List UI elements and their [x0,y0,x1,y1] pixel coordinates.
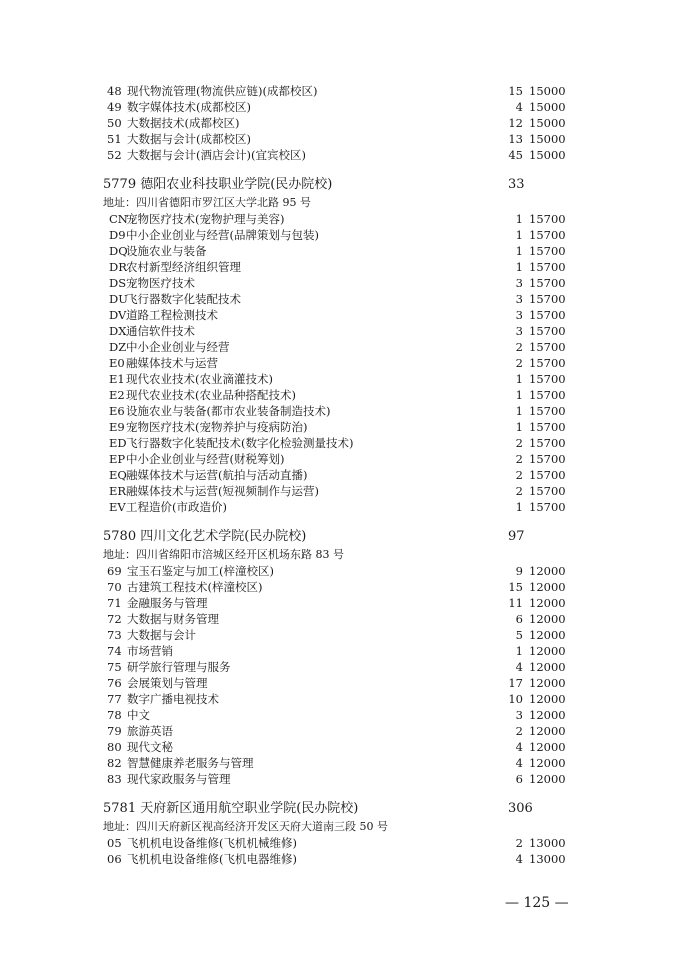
major-code: 49 [107,100,122,114]
school-heading [103,175,623,195]
tuition-fee: 15000 [529,116,566,130]
major-row [0,307,680,323]
plan-quantity: 3 [515,708,523,722]
tuition-fee: 12000 [529,628,566,642]
major-row [0,691,680,707]
major-name: 古建筑工程技术(梓潼校区) [127,580,263,594]
tuition-fee: 15700 [529,500,566,514]
major-name: 宠物医疗技术(宠物养护与疫病防治) [126,420,308,434]
major-row [0,355,680,371]
major-code: E0 [109,356,125,370]
major-name: 市场营销 [127,644,173,658]
tuition-fee: 12000 [529,612,566,626]
major-name: 大数据与财务管理 [127,612,219,626]
tuition-fee: 15700 [529,292,566,306]
major-row [0,707,680,723]
plan-quantity: 13 [508,132,523,146]
major-code: 78 [107,708,122,722]
major-code: 70 [107,580,122,594]
tuition-fee: 15700 [529,244,566,258]
major-row [0,147,680,163]
major-code: 82 [107,756,122,770]
tuition-fee: 15700 [529,468,566,482]
major-code: 75 [107,660,122,674]
major-code: 83 [107,772,122,786]
major-row [0,851,680,867]
major-name: 现代物流管理(物流供应链)(成都校区) [127,84,318,98]
major-code: DS [109,276,127,290]
major-name: 融媒体技术与运营(航拍与活动直播) [126,468,308,482]
major-row [0,403,680,419]
major-name: 大数据与会计(成都校区) [127,132,251,146]
major-code: 05 [107,836,122,850]
plan-quantity: 1 [515,244,523,258]
major-name: 宝玉石鉴定与加工(梓潼校区) [127,564,274,578]
major-name: 大数据技术(成都校区) [127,116,240,130]
major-name: 道路工程检测技术 [126,308,218,322]
major-name: 现代家政服务与管理 [127,772,231,786]
plan-quantity: 6 [515,772,523,786]
major-code: D9 [109,228,126,242]
major-row [0,99,680,115]
major-name: 宠物医疗技术 [126,276,195,290]
major-row [0,483,680,499]
tuition-fee: 12000 [529,740,566,754]
plan-quantity: 2 [515,468,523,482]
major-code: 71 [107,596,122,610]
major-row [0,131,680,147]
major-code: 52 [107,148,122,162]
plan-quantity: 15 [508,580,523,594]
major-name: 会展策划与管理 [127,676,208,690]
major-row [0,643,680,659]
major-row [0,371,680,387]
major-row [0,739,680,755]
tuition-fee: 15700 [529,340,566,354]
major-name: 中小企业创业与经营(品牌策划与包装) [126,228,319,242]
major-name: 宠物医疗技术(宠物护理与美容) [126,212,285,226]
tuition-fee: 12000 [529,772,566,786]
major-code: 79 [107,724,122,738]
major-name: 农村新型经济组织管理 [126,260,241,274]
major-name: 金融服务与管理 [127,596,208,610]
major-row [0,323,680,339]
plan-quantity: 1 [515,420,523,434]
major-row [0,259,680,275]
tuition-fee: 12000 [529,596,566,610]
major-row [0,611,680,627]
tuition-fee: 13000 [529,836,566,850]
page-number: — 125 — [505,895,569,911]
plan-quantity: 1 [515,644,523,658]
plan-quantity: 1 [515,228,523,242]
major-code: DR [109,260,127,274]
plan-quantity: 11 [508,596,523,610]
plan-quantity: 1 [515,500,523,514]
tuition-fee: 15700 [529,452,566,466]
plan-quantity: 2 [515,484,523,498]
plan-quantity: 1 [515,260,523,274]
school-heading [103,799,623,819]
plan-quantity: 2 [515,836,523,850]
plan-quantity: 6 [515,612,523,626]
major-row [0,115,680,131]
major-name: 融媒体技术与运营 [126,356,218,370]
major-code: ER [109,484,127,498]
plan-quantity: 3 [515,292,523,306]
tuition-fee: 15700 [529,356,566,370]
school-total: 306 [508,801,533,816]
school-address: 地址：四川天府新区视高经济开发区天府大道南三段 50 号 [103,820,388,833]
major-row [0,835,680,851]
plan-quantity: 4 [515,756,523,770]
tuition-fee: 15700 [529,404,566,418]
major-name: 中文 [127,708,150,722]
tuition-fee: 15700 [529,276,566,290]
tuition-fee: 15000 [529,84,566,98]
major-name: 飞行器数字化装配技术 [126,292,241,306]
plan-quantity: 2 [515,356,523,370]
school-total: 97 [508,529,525,544]
tuition-fee: 15700 [529,260,566,274]
major-name: 现代农业技术(农业滴灌技术) [126,372,273,386]
major-code: E1 [109,372,125,386]
tuition-fee: 15700 [529,212,566,226]
major-code: EV [109,500,126,514]
plan-quantity: 3 [515,276,523,290]
plan-quantity: 2 [515,340,523,354]
major-code: DU [109,292,128,306]
major-name: 飞行器数字化装配技术(数字化检验测量技术) [126,436,354,450]
tuition-fee: 12000 [529,644,566,658]
major-row [0,243,680,259]
major-row [0,451,680,467]
major-row [0,467,680,483]
tuition-fee: 15000 [529,132,566,146]
tuition-fee: 12000 [529,724,566,738]
major-row [0,339,680,355]
major-code: DV [109,308,127,322]
school-total: 33 [508,177,525,192]
major-name: 现代文秘 [127,740,173,754]
major-row [0,275,680,291]
major-code: E2 [109,388,125,402]
major-row [0,579,680,595]
plan-quantity: 1 [515,404,523,418]
tuition-fee: 13000 [529,852,566,866]
school-address: 地址：四川省德阳市罗江区大学北路 95 号 [103,196,311,209]
tuition-fee: 15700 [529,436,566,450]
plan-quantity: 3 [515,324,523,338]
major-row [0,563,680,579]
plan-quantity: 1 [515,372,523,386]
major-row [0,419,680,435]
major-name: 中小企业创业与经营 [126,340,230,354]
major-row [0,83,680,99]
tuition-fee: 15000 [529,148,566,162]
major-code: DX [109,324,127,338]
major-name: 通信软件技术 [126,324,195,338]
major-code: E9 [109,420,125,434]
major-code: 69 [107,564,122,578]
plan-quantity: 4 [515,100,523,114]
tuition-fee: 12000 [529,708,566,722]
major-code: DZ [109,340,127,354]
major-row [0,659,680,675]
major-code: 73 [107,628,122,642]
plan-quantity: 4 [515,852,523,866]
tuition-fee: 12000 [529,660,566,674]
major-row [0,211,680,227]
major-name: 数字媒体技术(成都校区) [127,100,251,114]
tuition-fee: 12000 [529,692,566,706]
plan-quantity: 1 [515,388,523,402]
plan-quantity: 17 [508,676,523,690]
major-name: 研学旅行管理与服务 [127,660,231,674]
school-name: 5780 四川文化艺术学院(民办院校) [103,529,307,544]
major-row [0,595,680,611]
plan-quantity: 10 [508,692,523,706]
major-code: EP [109,452,126,466]
major-name: 设施农业与装备 [126,244,207,258]
major-code: 51 [107,132,122,146]
major-row [0,675,680,691]
plan-quantity: 4 [515,740,523,754]
major-code: 48 [107,84,122,98]
tuition-fee: 15700 [529,484,566,498]
major-row [0,627,680,643]
major-name: 旅游英语 [127,724,173,738]
plan-quantity: 45 [508,148,523,162]
major-name: 融媒体技术与运营(短视频制作与运营) [126,484,319,498]
major-name: 大数据与会计(酒店会计)(宜宾校区) [127,148,306,162]
major-name: 飞机机电设备维修(飞机电器维修) [127,852,297,866]
major-name: 大数据与会计 [127,628,196,642]
major-row [0,499,680,515]
plan-quantity: 2 [515,724,523,738]
major-name: 工程造价(市政造价) [126,500,227,514]
major-code: 72 [107,612,122,626]
major-name: 现代农业技术(农业品种搭配技术) [126,388,296,402]
tuition-fee: 15700 [529,308,566,322]
plan-quantity: 4 [515,660,523,674]
major-row [0,755,680,771]
plan-quantity: 2 [515,452,523,466]
major-name: 设施农业与装备(都市农业装备制造技术) [126,404,331,418]
major-row [0,435,680,451]
major-code: 74 [107,644,122,658]
major-code: EQ [109,468,127,482]
school-address: 地址：四川省绵阳市涪城区经开区机场东路 83 号 [103,548,344,561]
tuition-fee: 15700 [529,324,566,338]
major-code: DQ [109,244,128,258]
plan-quantity: 3 [515,308,523,322]
major-row [0,723,680,739]
tuition-fee: 15000 [529,100,566,114]
tuition-fee: 12000 [529,756,566,770]
major-code: E6 [109,404,125,418]
major-code: 06 [107,852,122,866]
tuition-fee: 12000 [529,580,566,594]
school-name: 5779 德阳农业科技职业学院(民办院校) [103,177,333,192]
major-code: 80 [107,740,122,754]
major-code: 76 [107,676,122,690]
major-name: 中小企业创业与经营(财税筹划) [126,452,285,466]
major-row [0,387,680,403]
tuition-fee: 12000 [529,564,566,578]
major-code: ED [109,436,127,450]
plan-quantity: 1 [515,212,523,226]
school-heading [103,527,623,547]
major-code: CN [109,212,128,226]
school-name: 5781 天府新区通用航空职业学院(民办院校) [103,801,359,816]
tuition-fee: 15700 [529,372,566,386]
plan-quantity: 9 [515,564,523,578]
plan-quantity: 12 [508,116,523,130]
major-name: 数字广播电视技术 [127,692,219,706]
plan-quantity: 5 [515,628,523,642]
major-code: 77 [107,692,122,706]
major-row [0,227,680,243]
tuition-fee: 12000 [529,676,566,690]
tuition-fee: 15700 [529,388,566,402]
major-name: 智慧健康养老服务与管理 [127,756,254,770]
plan-quantity: 2 [515,436,523,450]
major-row [0,771,680,787]
major-code: 50 [107,116,122,130]
plan-quantity: 15 [508,84,523,98]
tuition-fee: 15700 [529,228,566,242]
major-row [0,291,680,307]
major-name: 飞机机电设备维修(飞机机械维修) [127,836,297,850]
tuition-fee: 15700 [529,420,566,434]
